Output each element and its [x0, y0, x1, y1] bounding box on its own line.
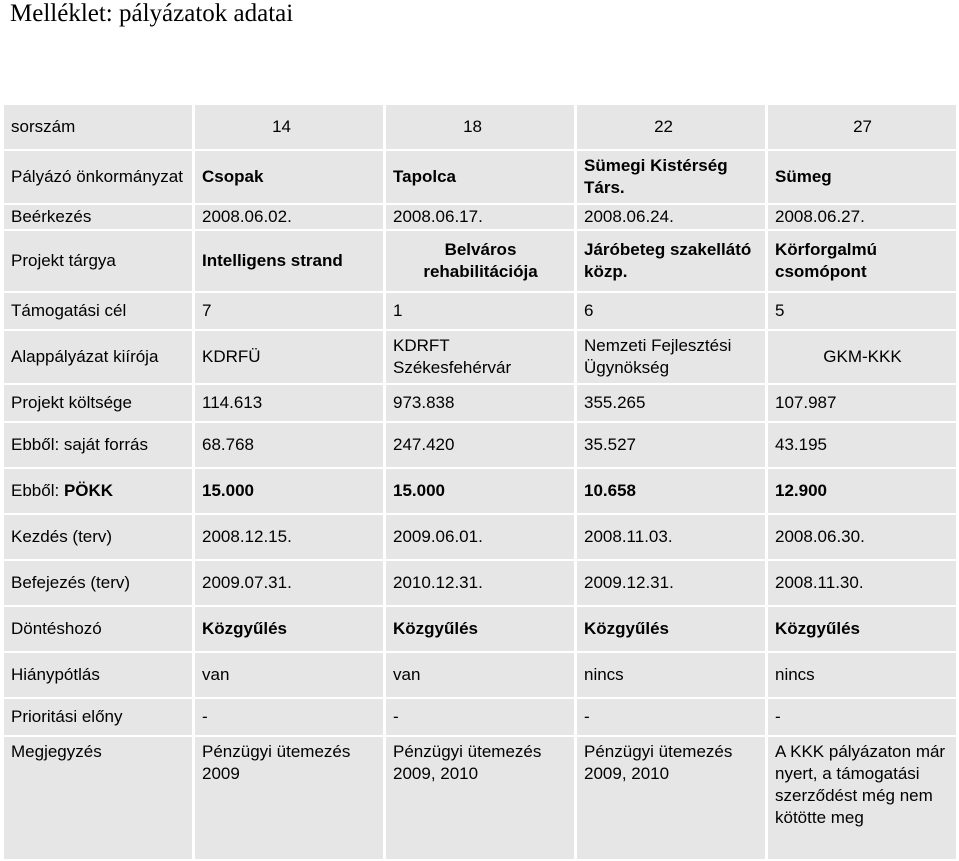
cell: Sümeg	[768, 151, 959, 205]
cell: nincs	[577, 653, 768, 699]
row-label: sorszám	[4, 105, 195, 151]
row-label	[4, 469, 195, 515]
cell: 7	[195, 293, 386, 331]
row-label: Támogatási cél	[4, 293, 195, 331]
cell: 2009.12.31.	[577, 561, 768, 607]
row-label: Prioritási előny	[4, 699, 195, 737]
cell: van	[386, 653, 577, 699]
cell: 43.195	[768, 423, 959, 469]
cell: 2009.07.31.	[195, 561, 386, 607]
cell: 2010.12.31.	[386, 561, 577, 607]
page-title: Melléklet: pályázatok adatai	[10, 0, 294, 27]
row-label: Projekt tárgya	[4, 231, 195, 293]
cell: 247.420	[386, 423, 577, 469]
cell: 14	[195, 105, 386, 151]
cell: 1	[386, 293, 577, 331]
row-label-prefix: Ebből:	[11, 481, 64, 500]
cell: KDRFT Székesfehérvár	[386, 331, 577, 385]
cell: Sümegi Kistérség Társ.	[577, 151, 768, 205]
cell: KDRFÜ	[195, 331, 386, 385]
table-row	[4, 205, 959, 231]
cell: 355.265	[577, 385, 768, 423]
cell: Közgyűlés	[386, 607, 577, 653]
cell: Pénzügyi ütemezés 2009	[195, 737, 386, 861]
cell: 18	[386, 105, 577, 151]
cell: 10.658	[577, 469, 768, 515]
cell: -	[768, 699, 959, 737]
cell: 2008.11.03.	[577, 515, 768, 561]
cell: 2008.11.30.	[768, 561, 959, 607]
cell: Közgyűlés	[195, 607, 386, 653]
cell: Pénzügyi ütemezés 2009, 2010	[577, 737, 768, 861]
cell: Belváros rehabilitációja	[386, 231, 577, 293]
cell: Csopak	[195, 151, 386, 205]
cell: 2008.06.24.	[577, 205, 768, 231]
cell: 12.900	[768, 469, 959, 515]
row-label: Ebből: saját forrás	[4, 423, 195, 469]
table-row	[4, 231, 959, 293]
cell: A KKK pályázaton már nyert, a támogatási szerződést még nem kötötte meg	[768, 737, 959, 861]
row-label: Pályázó önkormányzat	[4, 151, 195, 205]
table-row	[4, 699, 959, 737]
row-label-bold: PÖKK	[63, 481, 114, 500]
cell: 15.000	[386, 469, 577, 515]
table-row	[4, 385, 959, 423]
applications-table	[4, 105, 959, 861]
cell: GKM-KKK	[768, 331, 959, 385]
cell: -	[195, 699, 386, 737]
table-row	[4, 293, 959, 331]
cell: 2009.06.01.	[386, 515, 577, 561]
cell: -	[577, 699, 768, 737]
table-row	[4, 105, 959, 151]
cell: Nemzeti Fejlesztési Ügynökség	[577, 331, 768, 385]
cell: nincs	[768, 653, 959, 699]
cell: 5	[768, 293, 959, 331]
table-row	[4, 151, 959, 205]
cell: -	[386, 699, 577, 737]
row-label: Beérkezés	[4, 205, 195, 231]
cell: Pénzügyi ütemezés 2009, 2010	[386, 737, 577, 861]
cell: van	[195, 653, 386, 699]
row-label: Projekt költsége	[4, 385, 195, 423]
cell: 107.987	[768, 385, 959, 423]
row-label: Megjegyzés	[4, 737, 195, 861]
table-row	[4, 653, 959, 699]
table-row	[4, 561, 959, 607]
table-row	[4, 423, 959, 469]
table-row	[4, 331, 959, 385]
cell: 2008.06.02.	[195, 205, 386, 231]
row-label: Alappályázat kiírója	[4, 331, 195, 385]
cell: 973.838	[386, 385, 577, 423]
cell: Tapolca	[386, 151, 577, 205]
cell: Intelligens strand	[195, 231, 386, 293]
cell: 15.000	[195, 469, 386, 515]
cell: Körforgalmú csomópont	[768, 231, 959, 293]
table-row	[4, 737, 959, 861]
cell: 2008.12.15.	[195, 515, 386, 561]
cell: Közgyűlés	[577, 607, 768, 653]
row-label: Döntéshozó	[4, 607, 195, 653]
cell: 6	[577, 293, 768, 331]
cell: 68.768	[195, 423, 386, 469]
cell: 114.613	[195, 385, 386, 423]
cell: 27	[768, 105, 959, 151]
row-label: Kezdés (terv)	[4, 515, 195, 561]
cell: 2008.06.30.	[768, 515, 959, 561]
cell: 22	[577, 105, 768, 151]
row-label: Hiánypótlás	[4, 653, 195, 699]
table-row	[4, 607, 959, 653]
table-row	[4, 469, 959, 515]
table-row	[4, 515, 959, 561]
cell: 2008.06.27.	[768, 205, 959, 231]
cell: 2008.06.17.	[386, 205, 577, 231]
cell: Közgyűlés	[768, 607, 959, 653]
row-label: Befejezés (terv)	[4, 561, 195, 607]
cell: 35.527	[577, 423, 768, 469]
cell: Járóbeteg szakellátó közp.	[577, 231, 768, 293]
